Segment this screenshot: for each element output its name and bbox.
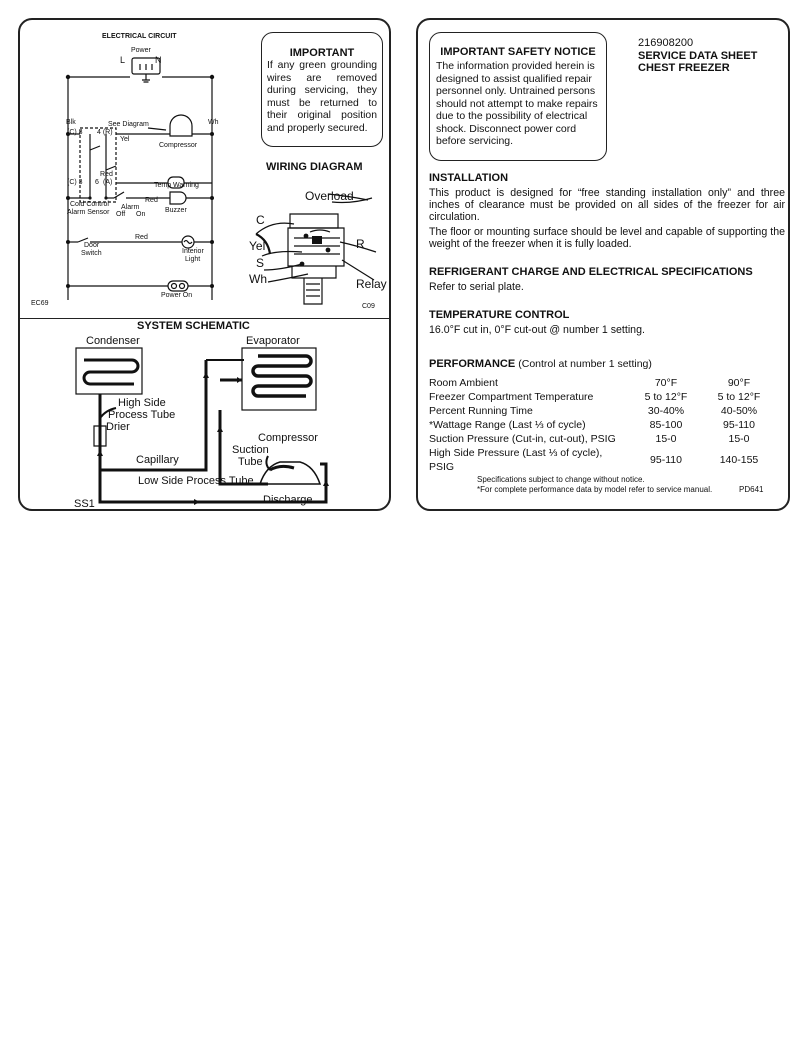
red-buzzer-label: Red <box>145 197 158 204</box>
alarm-on-label: On <box>136 211 146 218</box>
suction-tube-label-1: Suction <box>232 444 269 456</box>
temp-warning-label: Temp Warning <box>154 182 199 189</box>
performance-table <box>429 376 774 474</box>
overload-label: Overload <box>305 189 354 203</box>
performance-label-cell: Room Ambient <box>429 377 498 389</box>
performance-label-cell: High Side Pressure (Last ⅓ of cycle), PSIG <box>429 447 603 473</box>
table-row <box>429 446 774 474</box>
interior-light-label-2: Light <box>185 256 201 263</box>
red-a-label-2: (A) <box>103 179 113 186</box>
product-name: CHEST FREEZER <box>638 62 730 74</box>
wiring-r-label: R <box>356 237 365 251</box>
performance-90f-cell: 90°F <box>727 377 751 389</box>
performance-heading-note: (Control at number 1 setting) <box>518 358 652 370</box>
table-row <box>429 390 774 404</box>
c09-label: C09 <box>362 303 375 310</box>
alarm-label: Alarm <box>121 204 140 211</box>
red-light-label: Red <box>135 234 148 241</box>
ec69-label: EC69 <box>31 300 49 307</box>
refrigerant-text: Refer to serial plate. <box>429 281 524 293</box>
door-switch-label-1: Door <box>84 242 100 249</box>
section-divider <box>20 318 391 319</box>
four-r-label: 4 (R) <box>97 129 113 136</box>
performance-label-cell: *Wattage Range (Last ⅓ of cycle) <box>429 419 586 431</box>
c3-bottom-label: (C) 3 <box>67 179 83 186</box>
performance-70f-cell: 85-100 <box>649 419 683 431</box>
performance-heading-row <box>429 358 652 370</box>
low-side-process-tube-label: Low Side Process Tube <box>138 475 254 487</box>
door-switch-label-2: Switch <box>81 250 102 257</box>
suction-tube-label-2: Tube <box>238 456 263 468</box>
discharge-label: Discharge <box>263 494 313 506</box>
wiring-wh-label: Wh <box>249 272 267 286</box>
important-title: IMPORTANT <box>289 47 355 59</box>
safety-notice-text: The information provided herein is designed to assist qualified repair personnel only. Untrained persons should not attempt to make repairs due to the possibility of electrical shock. Disconnect power cord before servicing. <box>436 60 598 147</box>
sheet-title: SERVICE DATA SHEET <box>638 50 758 62</box>
performance-label-cell: Freezer Compartment Temperature <box>429 391 594 403</box>
left-panel <box>18 18 391 511</box>
performance-70f-cell: 70°F <box>654 377 678 389</box>
refrigerant-heading: REFRIGERANT CHARGE AND ELECTRICAL SPECIFICATIONS <box>429 266 753 278</box>
see-diagram-label: See Diagram <box>108 121 149 128</box>
ss1-label: SS1 <box>74 498 95 510</box>
performance-heading: PERFORMANCE <box>429 358 516 370</box>
high-side-label-1: High Side <box>118 397 166 409</box>
blk-label: Blk <box>66 119 76 126</box>
installation-heading: INSTALLATION <box>429 172 509 184</box>
schematic-compressor-label: Compressor <box>258 432 318 444</box>
performance-70f-cell: 95-110 <box>650 454 682 466</box>
spec-change-note: Specifications subject to change without notice. <box>477 475 645 484</box>
alarm-off-label: Off <box>116 211 126 218</box>
relay-label: Relay <box>356 277 387 291</box>
important-text: If any green grounding wires are removed during servicing, they must be returned to their original position and properly secured. <box>267 60 377 134</box>
power-on-label: Power On <box>161 292 193 299</box>
installation-paragraph-1: This product is designed for “free standing installation only” and three inches of clearance must be provided on all sides of the freezer for air circulation. <box>429 187 785 223</box>
performance-90f-cell: 40-50% <box>720 405 758 417</box>
performance-data-note: *For complete performance data by model refer to service manual. <box>477 485 713 494</box>
table-row <box>429 418 774 432</box>
power-label: Power <box>131 47 151 54</box>
table-row <box>429 376 774 390</box>
performance-label-cell: Percent Running Time <box>429 405 533 417</box>
wiring-c-label: C <box>256 213 265 227</box>
safety-notice-title: IMPORTANT SAFETY NOTICE <box>440 46 596 58</box>
performance-90f-cell: 140-155 <box>719 454 759 466</box>
temperature-control-heading: TEMPERATURE CONTROL <box>429 309 570 321</box>
line-l-label: L <box>120 55 126 65</box>
installation-paragraph-2: The floor or mounting surface should be level and capable of supporting the weight of the freezer when it is fully loaded. <box>429 226 785 250</box>
six-label: 6 <box>95 179 99 186</box>
cold-control-label-1: Cold Control <box>70 201 109 208</box>
performance-90f-cell: 5 to 12°F <box>717 391 761 403</box>
electrical-circuit-diagram <box>20 20 260 316</box>
yel-label: Yel <box>120 136 130 143</box>
interior-light-label-1: Interior <box>182 248 204 255</box>
wiring-diagram-title: WIRING DIAGRAM <box>266 161 363 173</box>
drier-label: Drier <box>106 421 130 433</box>
document-code: PD641 <box>739 485 764 494</box>
electrical-circuit-title: ELECTRICAL CIRCUIT <box>102 33 177 40</box>
right-panel <box>416 18 790 511</box>
wh-label: Wh <box>208 119 219 126</box>
c3-top-label: (C) 3 <box>67 129 83 136</box>
wiring-yel-label: Yel <box>249 239 266 253</box>
condenser-label: Condenser <box>86 335 140 347</box>
performance-70f-cell: 30-40% <box>647 405 685 417</box>
high-side-label-2: Process Tube <box>108 409 176 421</box>
temperature-control-text: 16.0°F cut in, 0°F cut-out @ number 1 setting. <box>429 324 645 336</box>
compressor-label: Compressor <box>159 142 198 149</box>
performance-90f-cell: 15-0 <box>728 433 750 445</box>
table-row <box>429 404 774 418</box>
system-schematic-title: SYSTEM SCHEMATIC <box>137 320 250 332</box>
buzzer-label: Buzzer <box>165 207 187 214</box>
performance-70f-cell: 5 to 12°F <box>644 391 688 403</box>
performance-90f-cell: 95-110 <box>723 419 755 431</box>
cold-control-label-2: Alarm Sensor <box>67 209 110 216</box>
table-row <box>429 432 774 446</box>
red-a-label-1: Red <box>100 171 113 178</box>
line-n-label: N <box>155 55 162 65</box>
part-number: 216908200 <box>638 37 694 49</box>
capillary-label: Capillary <box>136 454 179 466</box>
evaporator-label: Evaporator <box>246 335 300 347</box>
performance-label-cell: Suction Pressure (Cut-in, cut-out), PSIG <box>429 433 616 445</box>
wiring-s-label: S <box>256 256 265 270</box>
performance-70f-cell: 15-0 <box>655 433 677 445</box>
